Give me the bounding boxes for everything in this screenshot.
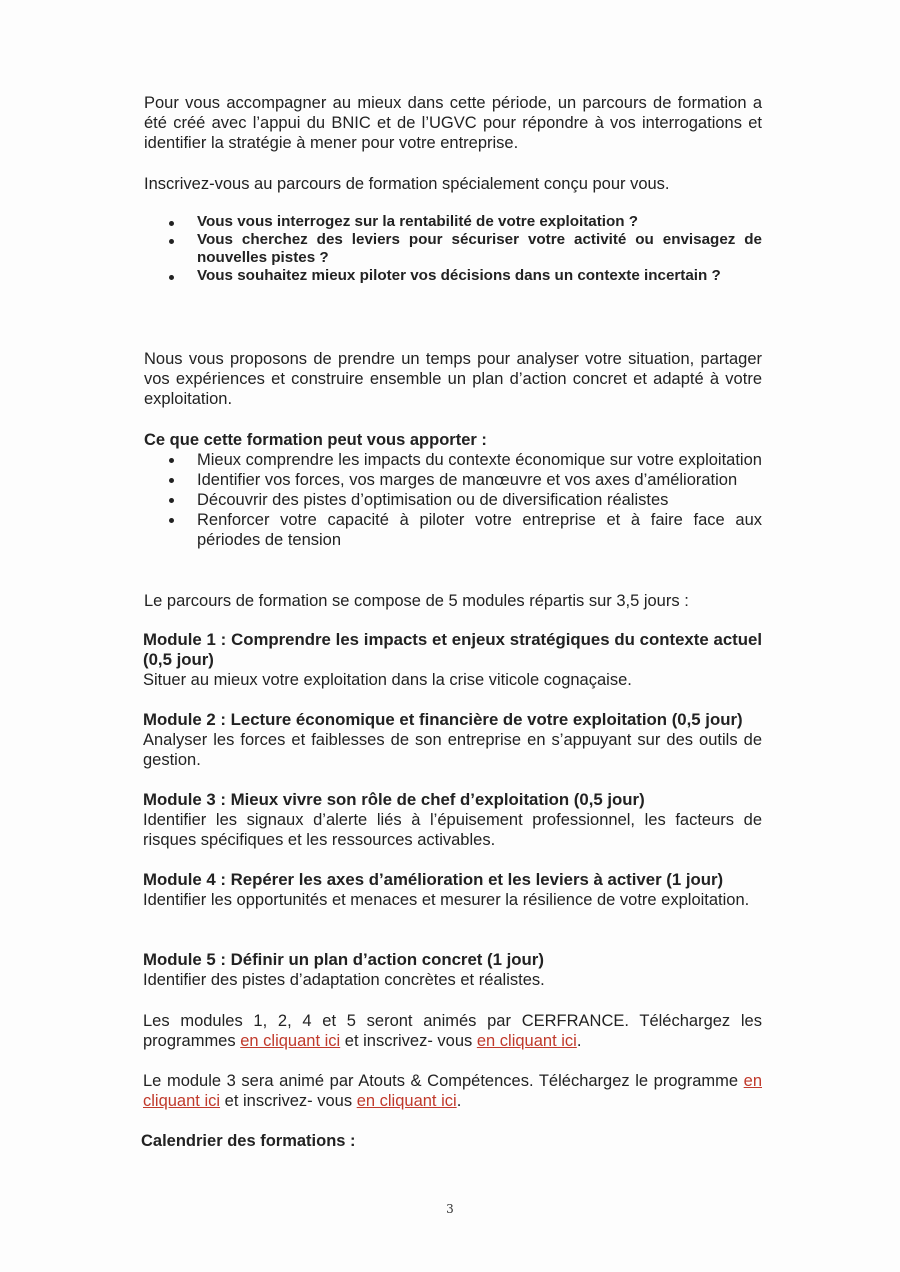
- module-title: Module 3 : Mieux vivre son rôle de chef d’exploitation (0,5 jour): [143, 790, 645, 809]
- module-title: Module 2 : Lecture économique et financière de votre exploitation (0,5 jour): [143, 710, 743, 729]
- cerfrance-program-link[interactable]: en cliquant ici: [240, 1032, 341, 1050]
- module-description: Identifier des pistes d’adaptation concrètes et réalistes.: [143, 971, 545, 989]
- list-item: Identifier vos forces, vos marges de manœuvre et vos axes d’amélioration: [144, 470, 762, 490]
- list-item: Mieux comprendre les impacts du contexte économique sur votre exploitation: [144, 450, 762, 470]
- signup-line: Inscrivez-vous au parcours de formation spécialement conçu pour vous.: [144, 175, 670, 193]
- atouts-paragraph: Le module 3 sera animé par Atouts & Compétences. Téléchargez le programme en cliquant ici et inscrivez- vous en cliquant ici.: [143, 1072, 763, 1110]
- module-description: Situer au mieux votre exploitation dans la crise viticole cognaçaise.: [143, 671, 632, 689]
- list-item: Renforcer votre capacité à piloter votre entreprise et à faire face aux périodes de tension: [144, 510, 762, 550]
- module-title: Module 4 : Repérer les axes d’amélioration et les leviers à activer (1 jour): [143, 870, 724, 889]
- module-description: Identifier les opportunités et menaces et mesurer la résilience de votre exploitation.: [143, 891, 750, 909]
- bullet-icon: [169, 221, 174, 226]
- bullet-icon: [169, 498, 174, 503]
- atouts-program-link[interactable]: en cliquant ici: [143, 1072, 763, 1110]
- module-title: Module 1 : Comprendre les impacts et enjeux stratégiques du contexte actuel (0,5 jour): [143, 630, 762, 669]
- module-2: [143, 710, 762, 770]
- module-3: [143, 790, 762, 850]
- module-description: Analyser les forces et faiblesses de son entreprise en s’appuyant sur des outils de gestion.: [143, 731, 762, 769]
- bullet-icon: [169, 239, 174, 244]
- bullet-icon: [169, 458, 174, 463]
- module-5: [143, 950, 762, 990]
- question-list: [144, 213, 762, 285]
- module-title: Module 5 : Définir un plan d’action concret (1 jour): [143, 950, 544, 969]
- bullet-icon: [169, 478, 174, 483]
- module-4: [143, 870, 762, 910]
- intro-paragraph: Pour vous accompagner au mieux dans cette période, un parcours de formation a été créé avec l’appui du BNIC et de l’UGVC pour répondre à vos interrogations et identifier la stratégie à mener pour votre entreprise.: [144, 94, 762, 152]
- cerfrance-signup-link[interactable]: en cliquant ici: [476, 1032, 577, 1050]
- module-1: [143, 630, 762, 690]
- proposal-paragraph: Nous vous proposons de prendre un temps pour analyser votre situation, partager vos expériences et construire ensemble un plan d’action concret et adapté à votre exploitation.: [144, 350, 762, 408]
- cerfrance-paragraph: Les modules 1, 2, 4 et 5 seront animés par CERFRANCE. Téléchargez les programmes en cliquant ici et inscrivez- vous en cliquant ici.: [143, 1012, 762, 1050]
- page-number: 3: [446, 1202, 454, 1216]
- list-item: Vous vous interrogez sur la rentabilité de votre exploitation ?: [144, 213, 762, 231]
- course-intro: Le parcours de formation se compose de 5 modules répartis sur 3,5 jours :: [144, 592, 689, 610]
- atouts-signup-link[interactable]: en cliquant ici: [356, 1092, 457, 1110]
- benefits-list: [144, 450, 762, 550]
- module-description: Identifier les signaux d’alerte liés à l’épuisement professionnel, les facteurs de risques spécifiques et les ressources activables.: [143, 811, 762, 849]
- bullet-icon: [169, 275, 174, 280]
- calendar-heading: Calendrier des formations :: [141, 1132, 356, 1150]
- list-item: Découvrir des pistes d’optimisation ou de diversification réalistes: [144, 490, 762, 510]
- list-item: Vous cherchez des leviers pour sécuriser votre activité ou envisagez de nouvelles pistes ?: [144, 231, 762, 267]
- list-item: Vous souhaitez mieux piloter vos décisions dans un contexte incertain ?: [144, 267, 762, 285]
- benefits-heading: Ce que cette formation peut vous apporter :: [144, 431, 487, 449]
- bullet-icon: [169, 518, 174, 523]
